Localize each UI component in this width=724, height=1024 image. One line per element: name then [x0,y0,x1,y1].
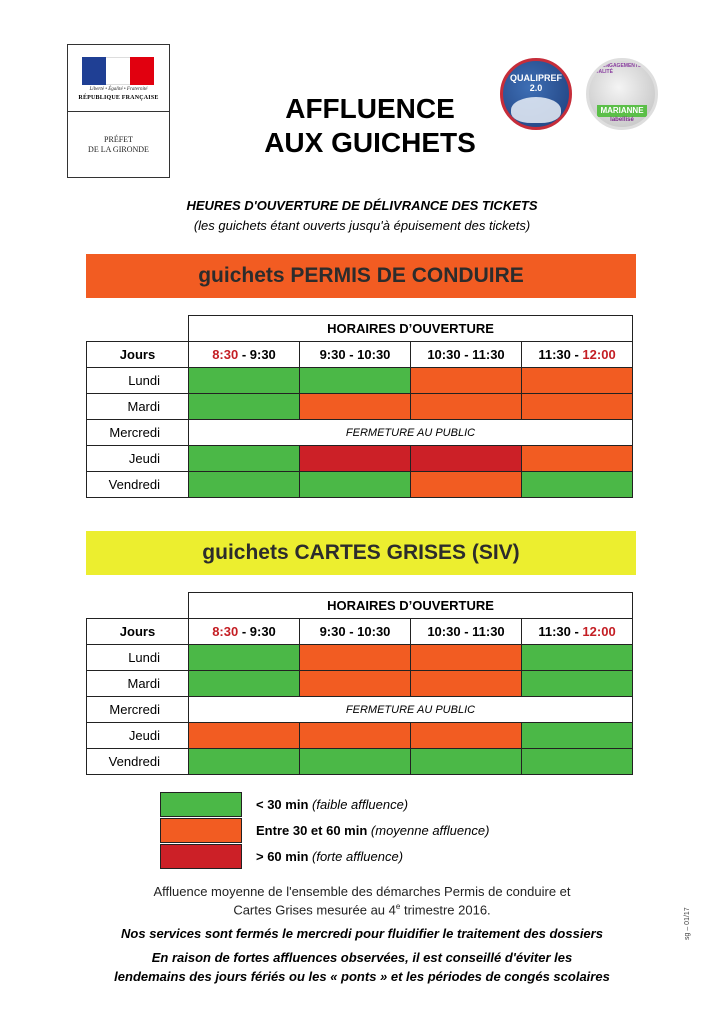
slot-header-4: 11:30 - 12:00 [522,619,633,645]
cartes-grises-banner: guichets CARTES GRISES (SIV) [86,531,636,575]
day-label: Mercredi [87,420,189,446]
day-label: Vendredi [87,749,189,775]
horaires-header: HORAIRES D’OUVERTURE [189,593,633,619]
table-row [87,446,633,472]
cartes-grises-schedule-table [86,592,633,775]
day-label: Mercredi [87,697,189,723]
day-label: Mardi [87,394,189,420]
affluence-cell-green [189,446,300,472]
slot-header-2: 9:30 - 10:30 [300,342,411,368]
day-label: Vendredi [87,472,189,498]
legend-label-low: < 30 min (faible affluence) [256,797,409,812]
legend-swatch-low [160,792,242,817]
slot-header-3: 10:30 - 11:30 [411,619,522,645]
legend-label-medium: Entre 30 et 60 min (moyenne affluence) [256,823,490,838]
affluence-cell-orange [411,394,522,420]
day-label: Jeudi [87,723,189,749]
day-label: Lundi [87,645,189,671]
affluence-cell-orange [300,645,411,671]
affluence-cell-red [300,446,411,472]
affluence-cell-orange [300,671,411,697]
affluence-cell-green [300,749,411,775]
average-affluence-text: Affluence moyenne de l'ensemble des démarches Permis de conduire et Cartes Grises mesurée au 4e trimestre 2016. [153,884,571,918]
advice-note: En raison de fortes affluences observées, il est conseillé d'éviter les lendemains des jours fériés ou les « ponts » et les périodes de congés scolaires [114,950,610,984]
affluence-cell-orange [411,723,522,749]
opening-hours-heading: HEURES D'OUVERTURE DE DÉLIVRANCE DES TICKETS [186,198,538,213]
affluence-cell-green [411,749,522,775]
table-row [87,472,633,498]
permis-banner: guichets PERMIS DE CONDUIRE [86,254,636,298]
affluence-cell-green [189,394,300,420]
day-label: Mardi [87,671,189,697]
table-row [87,723,633,749]
table-row [87,420,633,446]
affluence-cell-orange [522,446,633,472]
table-row [87,645,633,671]
affluence-cell-green [300,368,411,394]
affluence-cell-green [189,749,300,775]
horaires-header: HORAIRES D’OUVERTURE [189,316,633,342]
affluence-cell-orange [522,394,633,420]
prefecture-logo-box [67,44,170,178]
jours-header: Jours [87,342,189,368]
affluence-cell-orange [300,394,411,420]
affluence-cell-green [522,472,633,498]
slot-header-4: 11:30 - 12:00 [522,342,633,368]
day-label: Lundi [87,368,189,394]
table-row [87,368,633,394]
slot-header-1: 8:30 - 9:30 [189,619,300,645]
affluence-cell-green [189,645,300,671]
table-row [87,394,633,420]
republic-name: RÉPUBLIQUE FRANÇAISE [78,95,159,101]
slot-header-2: 9:30 - 10:30 [300,619,411,645]
closed-cell: FERMETURE AU PUBLIC [189,697,633,723]
jours-header: Jours [87,619,189,645]
slot-header-1: 8:30 - 9:30 [189,342,300,368]
permis-schedule-table [86,315,633,498]
affluence-cell-orange [522,368,633,394]
prefect-name: PRÉFET DE LA GIRONDE [88,135,149,154]
affluence-cell-green [522,671,633,697]
affluence-cell-orange [411,368,522,394]
motto: Liberté • Égalité • Fraternité [89,87,148,92]
affluence-cell-red [411,446,522,472]
day-label: Jeudi [87,446,189,472]
affluence-cell-green [522,645,633,671]
affluence-cell-green [522,723,633,749]
qualipref-badge-icon: QUALIPREF 2.0 [500,58,572,130]
affluence-cell-orange [411,472,522,498]
legend-label-high: > 60 min (forte affluence) [256,849,404,864]
affluence-cell-orange [411,671,522,697]
legend-swatch-high [160,844,242,869]
document-code: sg – 01/17 [684,907,691,940]
page-title: AFFLUENCE AUX GUICHETS [264,93,476,158]
legend-swatch-medium [160,818,242,843]
affluence-cell-orange [411,645,522,671]
closed-cell: FERMETURE AU PUBLIC [189,420,633,446]
affluence-cell-orange [189,723,300,749]
table-row [87,749,633,775]
affluence-cell-green [189,671,300,697]
affluence-cell-green [300,472,411,498]
table-row [87,671,633,697]
affluence-cell-green [189,472,300,498]
wednesday-closure-note: Nos services sont fermés le mercredi pour fluidifier le traitement des dossiers [121,926,603,941]
table-row [87,697,633,723]
affluence-cell-orange [300,723,411,749]
opening-hours-note: (les guichets étant ouverts jusqu'à épuisement des tickets) [193,218,531,233]
republique-francaise-logo [82,57,154,85]
affluence-cell-green [522,749,633,775]
marianne-badge-icon: LES ENGAGEMENTS QUALITÉ MARIANNE labellisé [586,58,658,130]
affluence-cell-green [189,368,300,394]
slot-header-3: 10:30 - 11:30 [411,342,522,368]
